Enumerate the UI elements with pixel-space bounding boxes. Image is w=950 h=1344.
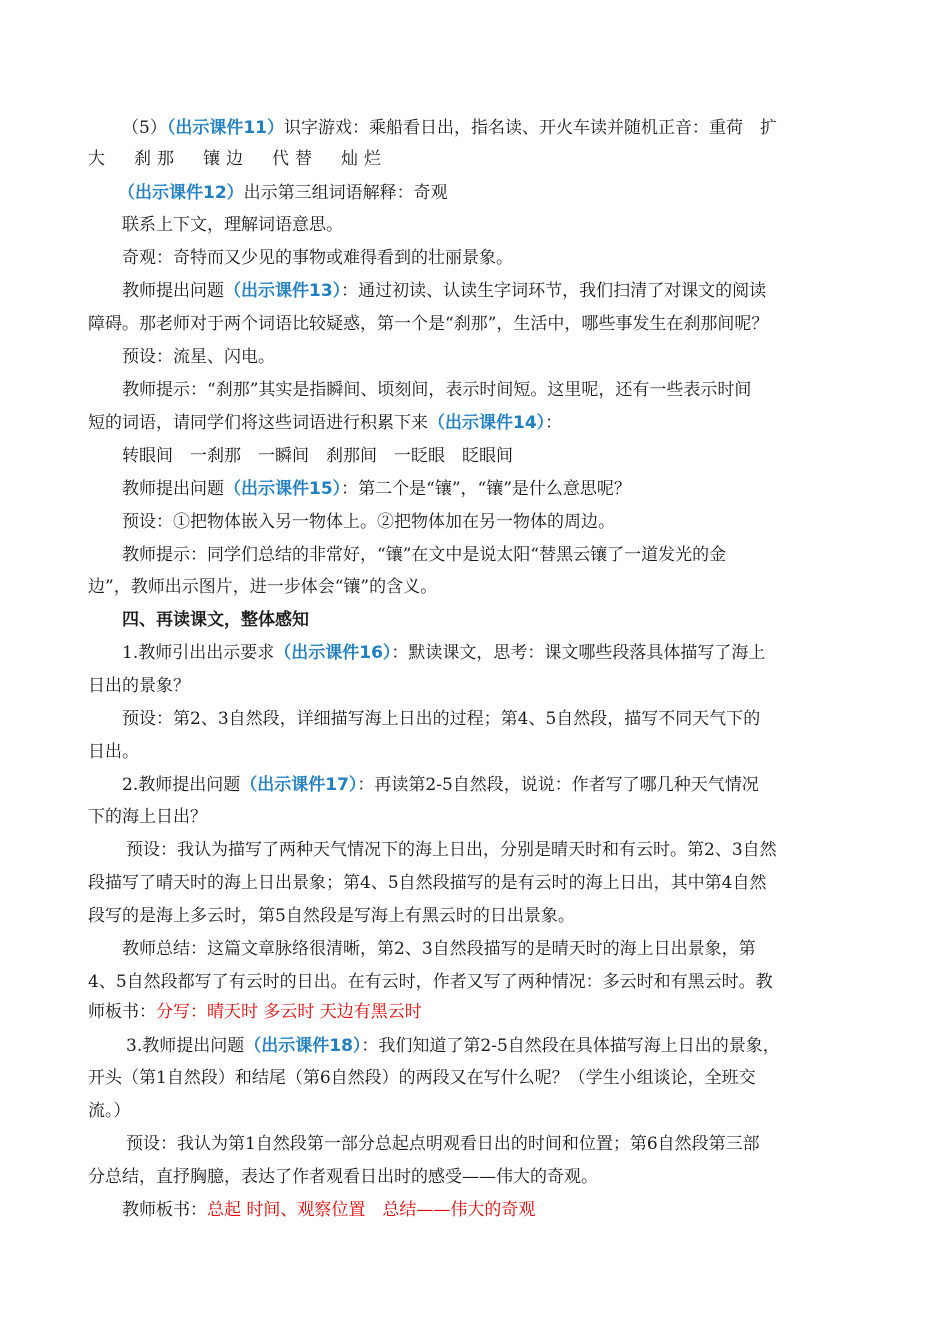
text-line [122,478,631,500]
text-line [122,117,777,139]
board-note: 分写：晴天时 多云时 天边有黑云时 [156,1002,422,1022]
text-line [88,1001,422,1023]
courseware-reference: （出示课件14） [428,413,546,433]
text-run: 教师提示：同学们总结的非常好，“镶”在文中是说太阳“替黑云镶了一道发光的金 [122,545,727,565]
text-line [126,839,777,861]
courseware-reference: （出示课件11） [166,118,284,138]
text-run: 障碍。那老师对于两个词语比较疑惑，第一个是“刹那”，生活中，哪些事发生在刹那间呢？ [88,314,769,334]
text-line [88,1067,756,1089]
text-run: 教师提出问题 [122,479,224,499]
board-note: 总起 时间、观察位置 总结——伟大的奇观 [207,1200,536,1220]
courseware-reference: （出示课件17） [240,775,358,795]
text-run: ：通过初读、认读生字词环节，我们扫清了对课文的阅读 [341,281,767,301]
courseware-reference: （出示课件16） [274,643,392,663]
text-line [88,675,190,697]
text-run: 日出的景象？ [88,676,190,696]
text-run: 4、5自然段都写了有云时的日出。在有云时，作者又写了两种情况：多云时和有黑云时。教 [88,972,773,992]
text-run: 预设：第2、3自然段，详细描写海上日出的过程；第4、5自然段，描写不同天气下的 [122,709,761,729]
text-run: ：第二个是“镶”，“镶”是什么意思呢？ [341,479,631,499]
text-line [122,642,765,664]
text-run: 出示第三组词语解释：奇观 [243,183,448,203]
text-run: 流。） [88,1101,131,1121]
text-line [122,544,726,566]
text-line [122,1199,535,1221]
text-run: 奇观：奇特而又少见的事物或难得看到的壮丽景象。 [122,248,513,268]
text-run: 段描写了晴天时的海上日出景象；第4、5自然段描写的是有云时的海上日出，其中第4自然 [88,873,767,893]
text-run: 师板书： [88,1002,156,1022]
courseware-reference: （出示课件12） [118,183,244,203]
text-line [122,938,756,960]
text-run: 分总结，直抒胸臆，表达了作者观看日出时的感受——伟大的奇观。 [88,1167,598,1187]
text-line [88,576,437,598]
text-line [88,905,575,927]
text-line [88,1166,598,1188]
text-run: 教师提示：“刹那”其实是指瞬间、顷刻间，表示时间短。这里呢，还有一些表示时间 [122,380,752,400]
text-run: ：默读课文，思考：课文哪些段落具体描写了海上 [391,643,766,663]
section-heading [122,609,309,631]
text-run: ： [545,413,563,433]
text-line [88,741,139,763]
text-run: 边”，教师出示图片，进一步体会“镶”的含义。 [88,577,438,597]
text-run: ：我们知道了第2-5自然段在具体描写海上日出的景象， [361,1036,780,1056]
text-run: 教师总结：这篇文章脉络很清晰，第2、3自然段描写的是晴天时的海上日出景象，第 [122,939,756,959]
text-line [122,247,513,269]
text-run: 下的海上日出？ [88,807,207,827]
text-run: （5） [122,118,167,138]
text-line [118,182,448,204]
text-run: 联系上下文，理解词语意思。 [122,215,343,235]
text-line [122,379,751,401]
text-line [88,806,207,828]
text-line [88,971,773,993]
text-run: 开头（第1自然段）和结尾（第6自然段）的两段又在写什么呢？（学生小组谈论，全班交 [88,1068,756,1088]
text-run: ：再读第2-5自然段，说说：作者写了哪几种天气情况 [357,775,759,795]
text-line [88,412,562,434]
text-run: 3.教师提出问题 [126,1036,245,1056]
text-line [88,872,766,894]
text-line [126,1035,780,1057]
text-run: 段写的是海上多云时，第5自然段是写海上有黑云时的日出景象。 [88,906,575,926]
text-run: 1.教师引出出示要求 [122,643,275,663]
text-run: 预设：流星、闪电。 [122,347,275,367]
courseware-reference: （出示课件18） [244,1036,362,1056]
text-line [88,1100,131,1122]
text-run: 教师板书： [122,1200,207,1220]
text-line [122,280,766,302]
courseware-reference: （出示课件15） [224,479,342,499]
text-run: 四、再读课文，整体感知 [122,610,309,630]
text-line [88,313,768,335]
text-run: 短的词语，请同学们将这些词语进行积累下来 [88,413,428,433]
text-line [122,511,615,533]
text-line [88,148,387,170]
text-line [122,214,343,236]
courseware-reference: （出示课件13） [224,281,342,301]
text-run: 转眼间 一刹那 一瞬间 刹那间 一眨眼 眨眼间 [122,446,513,466]
text-line [122,708,760,730]
text-run: 预设：我认为描写了两种天气情况下的海上日出，分别是晴天时和有云时。第2、3自然 [126,840,777,860]
text-line [122,774,759,796]
text-line [126,1133,760,1155]
text-run: 识字游戏：乘船看日出，指名读、开火车读并随机正音：重荷 扩 [284,118,777,138]
text-line [122,346,275,368]
text-line [122,445,513,467]
text-run: 日出。 [88,742,139,762]
text-run: 预设：我认为第1自然段第一部分总起点明观看日出的时间和位置；第6自然段第三部 [126,1134,760,1154]
text-run: 2.教师提出问题 [122,775,241,795]
text-run: 大 刹那 镶边 代替 灿烂 [88,149,387,169]
text-run: 教师提出问题 [122,281,224,301]
text-run: 预设：①把物体嵌入另一物体上。②把物体加在另一物体的周边。 [122,512,615,532]
